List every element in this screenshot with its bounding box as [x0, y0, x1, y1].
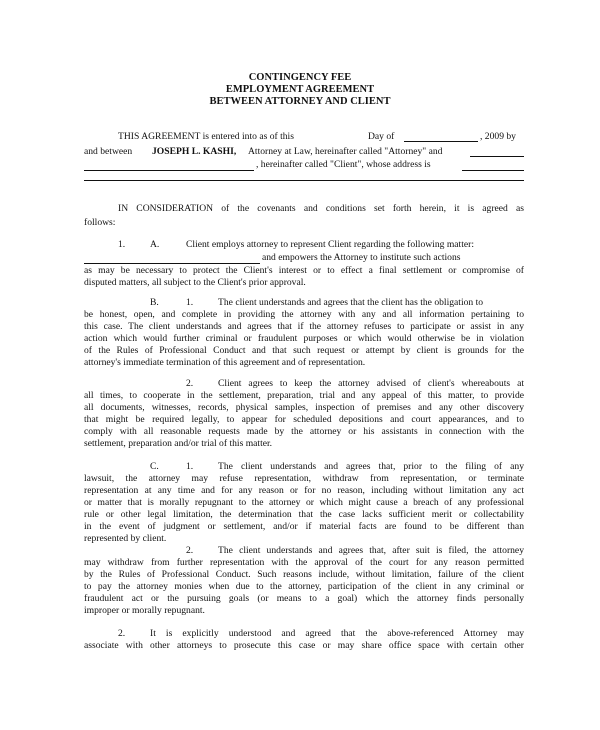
section-1c-letter: C. — [150, 461, 159, 472]
address-blank-2 — [84, 180, 524, 181]
section-1c2-line-5: fraudulent act or the pursuing goals (or means to a goal) which the attorney finds personally — [84, 593, 524, 604]
section-1b2-line-3: all documents, witnesses, records, physical samples, inspection of premises and any other discovery — [84, 402, 524, 413]
section-1a-line-1: Client employs attorney to represent Client regarding the following matter: — [186, 239, 475, 250]
attorney-name: JOSEPH L. KASHI, — [152, 146, 237, 157]
section-1c2-line-1: The client understands and agrees that, after suit is filed, the attorney — [218, 545, 524, 556]
section-1a-letter: A. — [150, 239, 160, 250]
intro-line-1a: THIS AGREEMENT is entered into as of this — [118, 131, 294, 142]
header-title-line-3: BETWEEN ATTORNEY AND CLIENT — [209, 96, 391, 107]
section-1a-line-4: disputed matters, all subject to the Client's prior approval. — [84, 277, 306, 288]
address-blank-1 — [462, 162, 524, 171]
section-1c1-line-1: The client understands and agrees that, prior to the filing of any — [218, 461, 524, 472]
intro-line-1c: , 2009 by — [480, 131, 516, 142]
client-name-blank-1 — [470, 148, 524, 157]
day-blank — [404, 133, 478, 142]
section-1c1-line-2: lawsuit, the attorney may refuse representation, withdraw from representation, or terminate — [84, 473, 524, 484]
intro-line-3: , hereinafter called "Client", whose address is — [256, 159, 431, 170]
intro-line-2a: and between — [84, 146, 133, 157]
section-1a-line-3: as may be necessary to protect the Client's interest or to effect a final settlement or compromise of — [84, 265, 524, 276]
client-name-blank-2 — [84, 162, 254, 171]
section-1b-letter: B. — [150, 297, 159, 308]
section-1c1-number: 1. — [186, 461, 194, 472]
section-1c2-number: 2. — [186, 545, 194, 556]
header-title-line-2: EMPLOYMENT AGREEMENT — [225, 84, 375, 95]
consideration-line-1: IN CONSIDERATION of the covenants and conditions set forth herein, it is agreed as — [118, 203, 524, 214]
header-title-line-1: CONTINGENCY FEE — [248, 72, 352, 83]
section-2-line-2: associate with other attorneys to prosecute this case or may share office space with certain other — [84, 640, 524, 651]
section-1c1-line-7: represented by client. — [84, 533, 167, 544]
document-header — [0, 72, 600, 108]
section-1c1-line-4: or matter that is morally repugnant to the attorney or which might cause a breach of any professional — [84, 497, 524, 508]
section-1b2-line-6: settlement, preparation and/or trial of this matter. — [84, 438, 273, 449]
section-1c1-line-3: representation at any time and for any reason or for no reason, including without limitation any act — [84, 485, 524, 496]
matter-blank — [84, 255, 260, 264]
section-1b2-line-5: comply with all reasonable requests made by the attorney or his assistants in connection with the — [84, 426, 524, 437]
section-1b2-line-4: that might be required legally, to appear for scheduled depositions and court appearances, and to — [84, 414, 524, 425]
section-2-line-1: It is explicitly understood and agreed that the above-referenced Attorney may — [150, 628, 524, 639]
section-1b1-number: 1. — [186, 297, 194, 308]
section-1b1-line-2: be honest, open, and complete in providing the attorney with any and all information pertaining to — [84, 309, 524, 320]
section-1b2-line-1: Client agrees to keep the attorney advised of client's whereabouts at — [218, 378, 524, 389]
section-1c1-line-5: rule or other legal limitation, the determination that the case lacks sufficient merit or collectability — [84, 509, 524, 520]
section-1b1-line-5: of the Rules of Professional Conduct and that such request or attempt by client is grounds for the — [84, 345, 524, 356]
section-1b2-number: 2. — [186, 378, 194, 389]
section-1b2-line-2: all times, to cooperate in the settlement, preparation, trial and any appeal of this matter, to provide — [84, 390, 524, 401]
intro-line-1b: Day of — [368, 131, 395, 142]
consideration-line-2: follows: — [84, 217, 116, 228]
section-1c1-line-6: in the event of judgment or settlement, and/or if material facts are found to be different than — [84, 521, 524, 532]
section-1a-line-2: and empowers the Attorney to institute such actions — [262, 252, 461, 263]
section-1c2-line-2: may withdraw from further representation with the approval of the court for any reason permitted — [84, 557, 524, 568]
section-1c2-line-6: improper or morally repugnant. — [84, 605, 205, 616]
section-1b1-line-1: The client understands and agrees that the client has the obligation to — [218, 297, 484, 308]
section-1c2-line-4: to pay the attorney monies when due to the attorney, participation of the client in any criminal or — [84, 581, 524, 592]
section-1b1-line-3: this case. The client understands and agrees that if the attorney refuses to participate or assist in any — [84, 321, 524, 332]
intro-line-2b: Attorney at Law, hereinafter called "Attorney" and — [248, 146, 443, 157]
section-1c2-line-3: by the Rules of Professional Conduct. Such reasons include, without limitation, failure of the client — [84, 569, 524, 580]
section-2-number: 2. — [118, 628, 126, 639]
section-1b1-line-6: attorney's immediate termination of this agreement and of representation. — [84, 357, 366, 368]
section-1-number: 1. — [118, 239, 126, 250]
section-1b1-line-4: action which would further criminal or fraudulent purposes or which would otherwise be in violation — [84, 333, 524, 344]
